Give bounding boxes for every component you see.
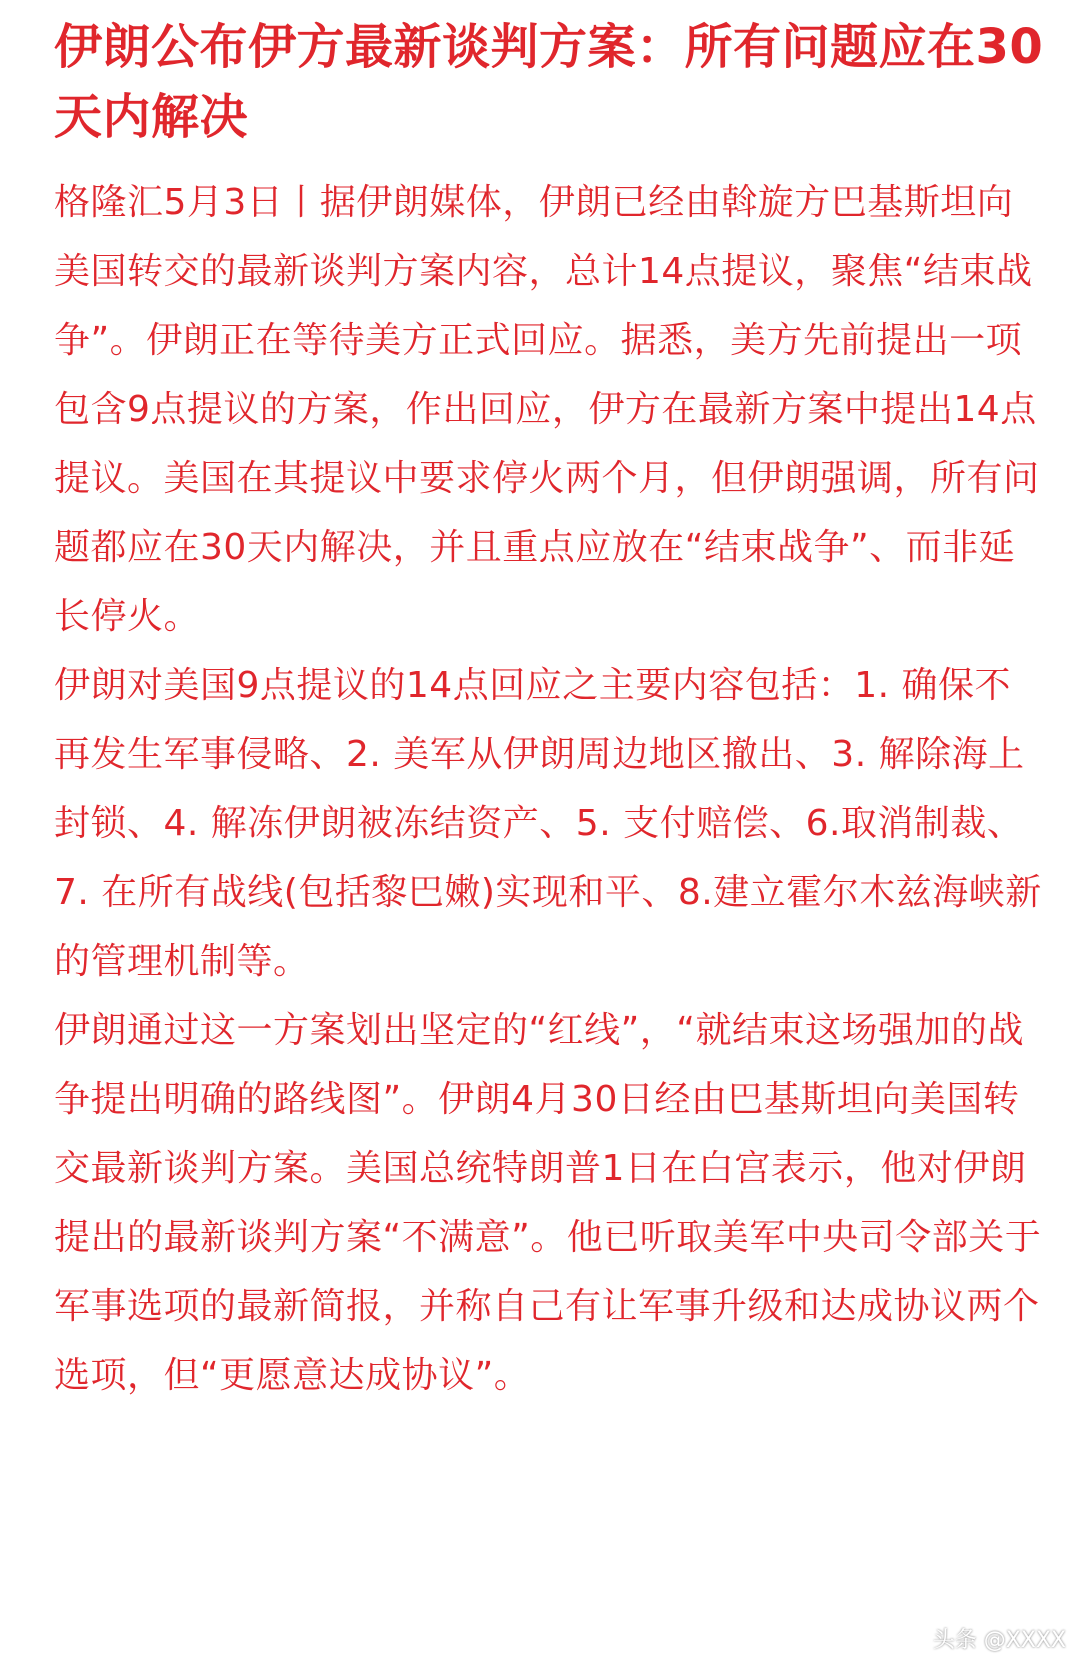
article: [54, 12, 1044, 1410]
article-paragraph-1: 格隆汇5月3日丨据伊朗媒体，伊朗已经由斡旋方巴基斯坦向美国转交的最新谈判方案内容，总计14点提议，聚焦“结束战争”。伊朗正在等待美方正式回应。据悉，美方先前提出一项包含9点提议的方案，作出回应，伊方在最新方案中提出14点提议。美国在其提议中要求停火两个月，但伊朗强调，所有问题都应在30天内解决，并且重点应放在“结束战争”、而非延长停火。: [54, 182, 1040, 637]
article-body: [54, 168, 1044, 1410]
watermark: 头条 @XXXX: [932, 1628, 1066, 1653]
article-title: 伊朗公布伊方最新谈判方案：所有问题应在30天内解决: [54, 19, 1044, 145]
article-paragraph-2: 伊朗对美国9点提议的14点回应之主要内容包括：1. 确保不再发生军事侵略、2. 美军从伊朗周边地区撤出、3. 解除海上封锁、4. 解冻伊朗被冻结资产、5. 支付赔偿、6.取消制裁、7. 在所有战线(包括黎巴嫩)实现和平、8.建立霍尔木兹海峡新的管理机制等。: [54, 665, 1042, 982]
article-paragraph-3: 伊朗通过这一方案划出坚定的“红线”，“就结束这场强加的战争提出明确的路线图”。伊朗4月30日经由巴基斯坦向美国转交最新谈判方案。美国总统特朗普1日在白宫表示，他对伊朗提出的最新谈判方案“不满意”。他已听取美军中央司令部关于军事选项的最新简报，并称自己有让军事升级和达成协议两个选项，但“更愿意达成协议”。: [54, 1010, 1042, 1396]
